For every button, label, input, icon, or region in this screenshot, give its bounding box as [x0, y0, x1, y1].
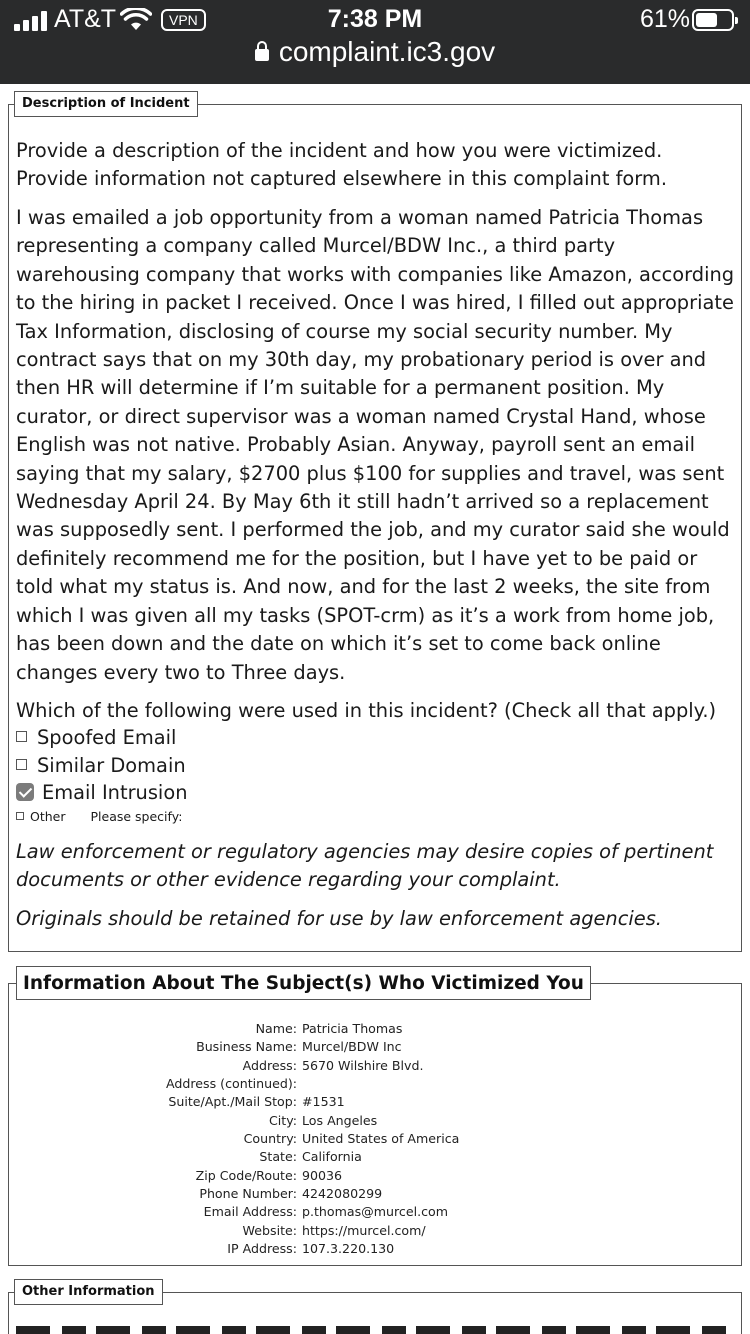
city: Los Angeles	[302, 1112, 378, 1128]
battery-icon	[692, 9, 734, 31]
option-spoofed-email[interactable]: Spoofed Email	[16, 726, 176, 749]
option-similar-domain[interactable]: Similar Domain	[16, 754, 186, 777]
field-row: IP Address: 107.3.220.130	[0, 1240, 750, 1258]
browser-top-bar	[0, 0, 750, 84]
subject-details	[0, 1020, 750, 1258]
subject-legend: Information About The Subject(s) Who Victimized You	[16, 966, 591, 1000]
field-row: Suite/Apt./Mail Stop: #1531	[0, 1093, 750, 1111]
checkbox-other[interactable]	[16, 812, 24, 820]
tactics-question: Which of the following were used in this incident? (Check all that apply.)	[16, 699, 717, 722]
originals-note: Originals should be retained for use by law enforcement agencies.	[16, 907, 662, 930]
state: California	[302, 1149, 362, 1165]
field-row: State: California	[0, 1148, 750, 1166]
zip-code: 90036	[302, 1167, 343, 1183]
field-row: Phone Number: 4242080299	[0, 1185, 750, 1203]
country: United States of America	[302, 1131, 460, 1147]
option-email-intrusion[interactable]: Email Intrusion	[16, 781, 187, 804]
other-specify-label: Please specify:	[90, 809, 183, 824]
clock: 7:38 PM	[327, 5, 423, 33]
phone-number: 4242080299	[302, 1186, 383, 1202]
suite: #1531	[302, 1094, 345, 1110]
ip-address: 107.3.220.130	[302, 1241, 395, 1257]
incident-description-text: I was emailed a job opportunity from a woman named Patricia Thomas representing a company called Murcel/BDW Inc., a third party warehousing company that works with companies like Amazon, according to the hiring in packet I received. Once I was hired, I filled out appropriate Tax Information, disclosing of course my social security number. My contract says that on my 30th day, my probationary period is over and then HR will determine if I’m suitable for a permanent position. My curator, or direct supervisor was a woman named Crystal Hand, whose English was not native. Probably Asian. Anyway, payroll sent an email saying that my salary, $2700 plus $100 for supplies and travel, was sent Wednesday April 24. By May 6th it still hadn’t arrived so a replacement was supposedly sent. I performed the job, and my curator said she would definitely recommend me for the position, but I have yet to be paid or told what my status is. And now, and for the last 2 weeks, the site from which I was given all my tasks (SPOT-crm) as it’s a work from home job, has been down and the date on which it’s set to come back online changes every two to Three days.	[16, 206, 735, 684]
other-info-legend: Other Information	[14, 1279, 163, 1305]
cut-off-text	[16, 1322, 736, 1334]
field-row: City: Los Angeles	[0, 1112, 750, 1130]
email-address: p.thomas@murcel.com	[302, 1204, 448, 1220]
field-row: Address: 5670 Wilshire Blvd.	[0, 1057, 750, 1075]
evidence-note: Law enforcement or regulatory agencies may desire copies of pertinent documents or other evidence regarding your complaint.	[16, 840, 714, 892]
field-row: Zip Code/Route: 90036	[0, 1167, 750, 1185]
description-legend: Description of Incident	[14, 91, 198, 117]
checkbox-similar-domain[interactable]	[16, 759, 27, 770]
business-name: Murcel/BDW Inc	[302, 1039, 402, 1055]
field-row: Website: https://murcel.com/	[0, 1222, 750, 1240]
field-row: Business Name: Murcel/BDW Inc	[0, 1038, 750, 1056]
subject-name: Patricia Thomas	[302, 1021, 403, 1036]
url-text: complaint.ic3.gov	[278, 36, 496, 67]
lock-icon	[255, 49, 269, 61]
carrier-name: AT&T	[54, 5, 117, 33]
checkbox-spoofed-email[interactable]	[16, 731, 27, 742]
website: https://murcel.com/	[302, 1222, 426, 1238]
field-row: Email Address: p.thomas@murcel.com	[0, 1203, 750, 1221]
checkbox-email-intrusion[interactable]	[16, 783, 34, 801]
field-row: Name: Patricia Thomas	[0, 1020, 750, 1038]
field-row: Address (continued):	[166, 1076, 297, 1092]
address: 5670 Wilshire Blvd.	[302, 1057, 424, 1073]
field-row: Country: United States of America	[0, 1130, 750, 1148]
battery-percent: 61%	[640, 5, 691, 33]
option-other[interactable]: Other Please specify:	[16, 809, 182, 824]
address-bar[interactable]	[0, 36, 750, 68]
description-prompt: Provide a description of the incident and how you were victimized. Provide information not captured elsewhere in this complaint form.	[16, 139, 667, 191]
vpn-badge: VPN	[161, 9, 206, 31]
